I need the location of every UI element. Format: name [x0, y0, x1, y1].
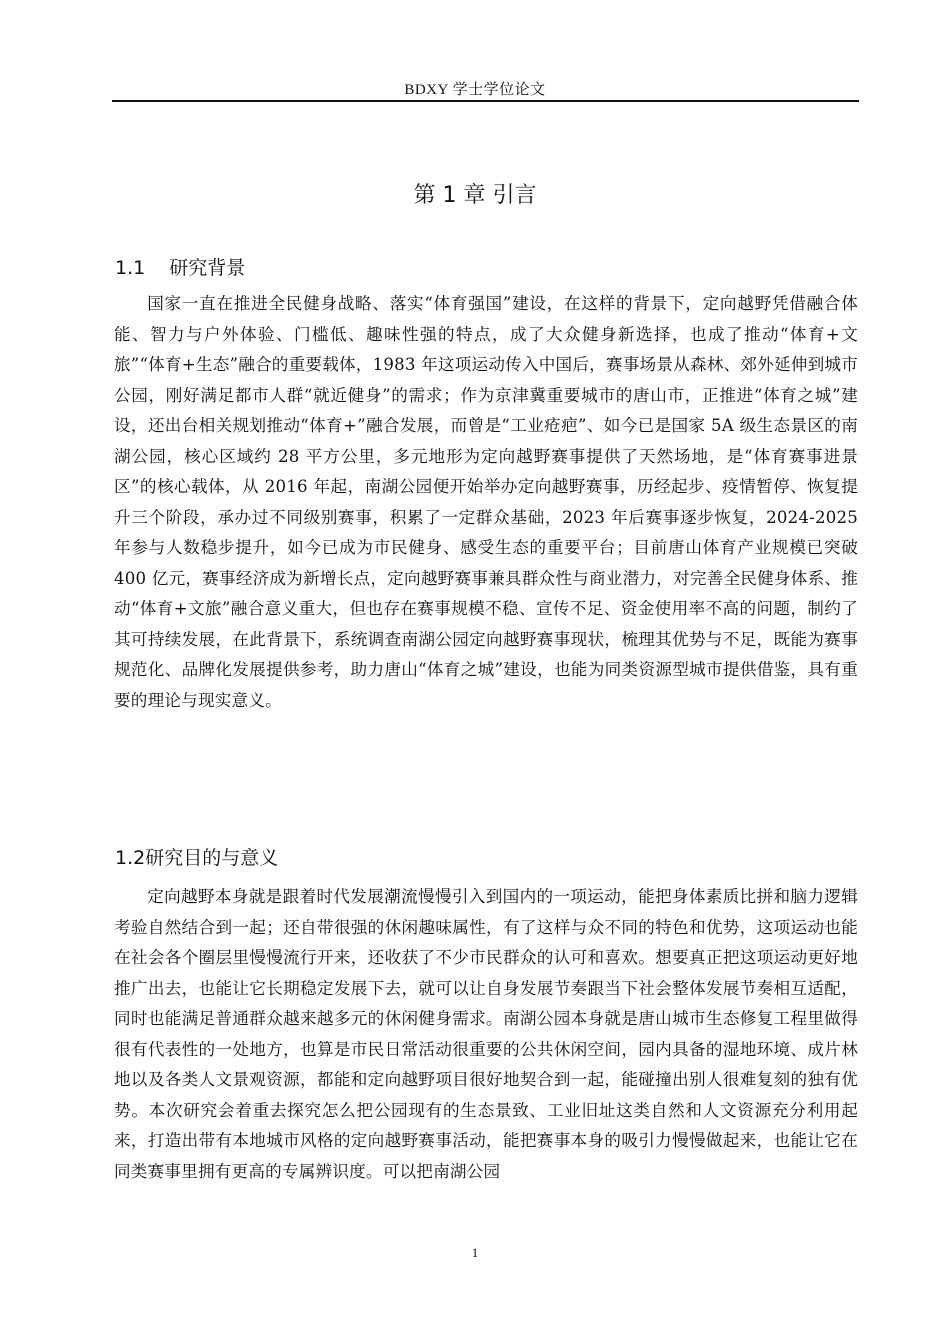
section-title: 研究背景 — [169, 257, 246, 279]
section-heading-1-2 — [115, 843, 278, 870]
section-heading-1-1 — [115, 253, 245, 280]
body-paragraph-purpose: 定向越野本身就是跟着时代发展潮流慢慢引入到国内的一项运动，能把身体素质比拼和脑力逻辑考验自然结合到一起；还自带很强的休闲趣味属性，有了这样与众不同的特色和优势，这项运动也能在社会各个圈层里慢慢流行开来，还收获了不少市民群众的认可和喜欢。想要真正把这项运动更好地推广出去，也能让它长期稳定发展下去，就可以让自身发展节奏跟当下社会整体发展节奏相互适配，同时也能满足普通群众越来越多元的休闲健身需求。南湖公园本身就是唐山城市生态修复工程里做得很有代表性的一处地方，也算是市民日常活动很重要的公共休闲空间，园内具备的湿地环境、成片林地以及各类人文景观资源，都能和定向越野项目很好地契合到一起，能碰撞出别人很难复刻的独有优势。本次研究会着重去探究怎么把公园现有的生态景致、工业旧址这类自然和人文资源充分利用起来，打造出带有本地城市风格的定向越野赛事活动，能把赛事本身的吸引力慢慢做起来，也能让它在同类赛事里拥有更高的专属辨识度。可以把南湖公园 — [114, 887, 858, 1181]
page-number: 1 — [471, 1245, 479, 1260]
header-divider — [112, 100, 859, 102]
section-number: 1.2 — [115, 847, 146, 869]
running-header: BDXY 学士学位论文 — [404, 82, 546, 98]
section-number: 1.1 — [115, 257, 146, 279]
body-paragraph-background: 国家一直在推进全民健身战略、落实“体育强国”建设，在这样的背景下，定向越野凭借融合体能、智力与户外体验、门槛低、趣味性强的特点，成了大众健身新选择，也成了推动“体育+文旅”“体育+生态”融合的重要载体，1983 年这项运动传入中国后，赛事场景从森林、郊外延伸到城市公园，刚好满足都市人群“就近健身”的需求；作为京津冀重要城市的唐山市，正推进“体育之城”建设，还出台相关规划推动“体育+”融合发展，而曾是“工业疮疤”、如今已是国家 5A 级生态景区的南湖公园，核心区域约 28 平方公里，多元地形为定向越野赛事提供了天然场地，是“体育赛事进景区”的核心载体，从 2016 年起，南湖公园便开始举办定向越野赛事，历经起步、疫情暂停、恢复提升三个阶段，承办过不同级别赛事，积累了一定群众基础，2023 年后赛事逐步恢复，2024-2025 年参与人数稳步提升，如今已成为市民健身、感受生态的重要平台；目前唐山体育产业规模已突破 400 亿元，赛事经济成为新增长点，定向越野赛事兼具群众性与商业潜力，对完善全民健身体系、推动“体育+文旅”融合意义重大，但也存在赛事规模不稳、宣传不足、资金使用率不高的问题，制约了其可持续发展，在此背景下，系统调查南湖公园定向越野赛事现状，梳理其优势与不足，既能为赛事规范化、品牌化发展提供参考，助力唐山“体育之城”建设，也能为同类资源型城市提供借鉴，具有重要的理论与现实意义。 — [114, 294, 858, 710]
section-title: 研究目的与意义 — [145, 847, 279, 869]
chapter-title: 第 1 章 引言 — [413, 183, 537, 208]
